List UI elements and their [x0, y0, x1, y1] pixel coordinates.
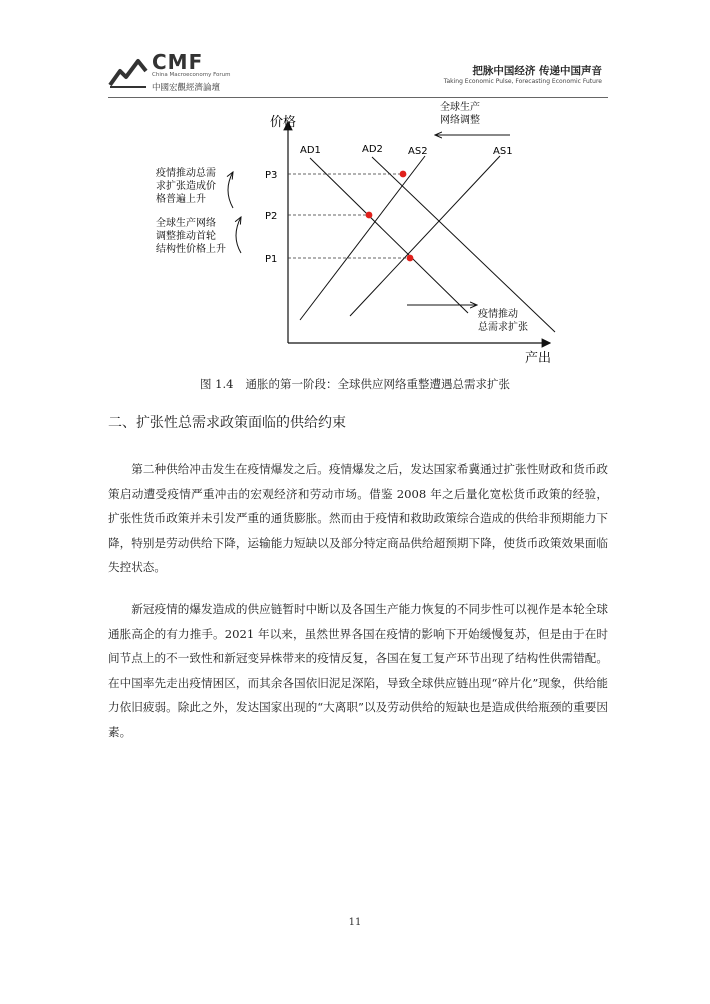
as1-label: AS1	[493, 146, 513, 157]
y-axis-label: 价格	[270, 115, 297, 130]
logo-text: CMF	[152, 50, 204, 74]
paragraph-text: 第二种供给冲击发生在疫情爆发之后。疫情爆发之后，发达国家希冀通过扩张性财政和货币政策启动遭受疫情严重冲击的宏观经济和劳动市场。借鉴 2008 年之后量化宽松货币政策的经验，扩张性货币政策并未引发严重的通货膨胀。然而由于疫情和救助政策综合造成的供给非预期能力下降，特别是劳动供给下降，运输能力短缺以及部分特定商品供给超预期下降，使货币政策效果面临失控状态。	[108, 462, 608, 574]
as2-curve	[300, 156, 425, 320]
x-axis-label: 产出	[525, 351, 552, 366]
left-annotation-2-line-2: 调整推动首轮	[156, 231, 216, 242]
equilibrium-point-p2	[366, 212, 373, 219]
logo-chinese-name: 中國宏觀經濟論壇	[152, 83, 221, 93]
page-number: 11	[348, 917, 362, 928]
ad2-curve	[372, 157, 555, 332]
slogan-english: Taking Economic Pulse, Forecasting Economic Future	[443, 78, 602, 85]
header-divider	[108, 97, 608, 98]
body-paragraph-1	[108, 457, 608, 580]
left-bracket-2	[236, 217, 241, 253]
left-annotation-2-line-1: 全球生产网络	[156, 218, 216, 229]
as1-curve	[350, 156, 500, 316]
ad-as-diagram	[110, 100, 590, 368]
page-header	[0, 0, 710, 100]
p2-label: P2	[265, 211, 278, 222]
figure-number: 图 1.4	[200, 377, 234, 391]
left-bracket-1	[228, 172, 233, 208]
as2-label: AS2	[408, 146, 428, 157]
p3-label: P3	[265, 170, 278, 181]
top-annotation-line-2: 网络调整	[440, 115, 480, 126]
cmf-logo-icon	[108, 55, 148, 89]
equilibrium-point-p1	[407, 255, 414, 262]
paragraph-text: 新冠疫情的爆发造成的供应链暂时中断以及各国生产能力恢复的不同步性可以视作是本轮全球通胀高企的有力推手。2021 年以来，虽然世界各国在疫情的影响下开始缓慢复苏，但是由于在时间节点上的不一致性和新冠变异株带来的疫情反复，各国在复工复产环节出现了结构性供需错配。在中国率先走出疫情困区，而其余各国依旧泥足深陷，导致全球供应链出现“碎片化”现象，供给能力依旧疲弱。除此之外，发达国家出现的“大离职”以及劳动供给的短缺也是造成供给瓶颈的重要因素。	[108, 602, 608, 739]
ad1-curve	[310, 158, 468, 313]
body-paragraph-2	[108, 597, 608, 744]
left-annotation-2-line-3: 结构性价格上升	[156, 244, 226, 255]
p1-label: P1	[265, 254, 278, 265]
left-annotation-1-line-1: 疫情推动总需	[156, 168, 216, 179]
top-annotation-line-1: 全球生产	[440, 102, 480, 113]
figure-caption	[0, 376, 710, 392]
slogan-chinese: 把脉中国经济 传递中国声音	[472, 65, 602, 77]
figure-caption-text: 通胀的第一阶段：全球供应网络重整遭遇总需求扩张	[245, 377, 510, 391]
bottom-annotation-line-2: 总需求扩张	[478, 322, 528, 333]
bottom-annotation-line-1: 疫情推动	[478, 309, 518, 320]
equilibrium-point-p3	[400, 171, 407, 178]
left-annotation-1-line-2: 求扩张造成价	[156, 181, 216, 192]
ad2-label: AD2	[362, 144, 383, 155]
ad1-label: AD1	[300, 145, 321, 156]
left-annotation-1-line-3: 格普遍上升	[156, 194, 206, 205]
logo-subtitle: China Macroeconomy Forum	[152, 72, 231, 78]
section-heading: 二、扩张性总需求政策面临的供给约束	[108, 415, 346, 431]
